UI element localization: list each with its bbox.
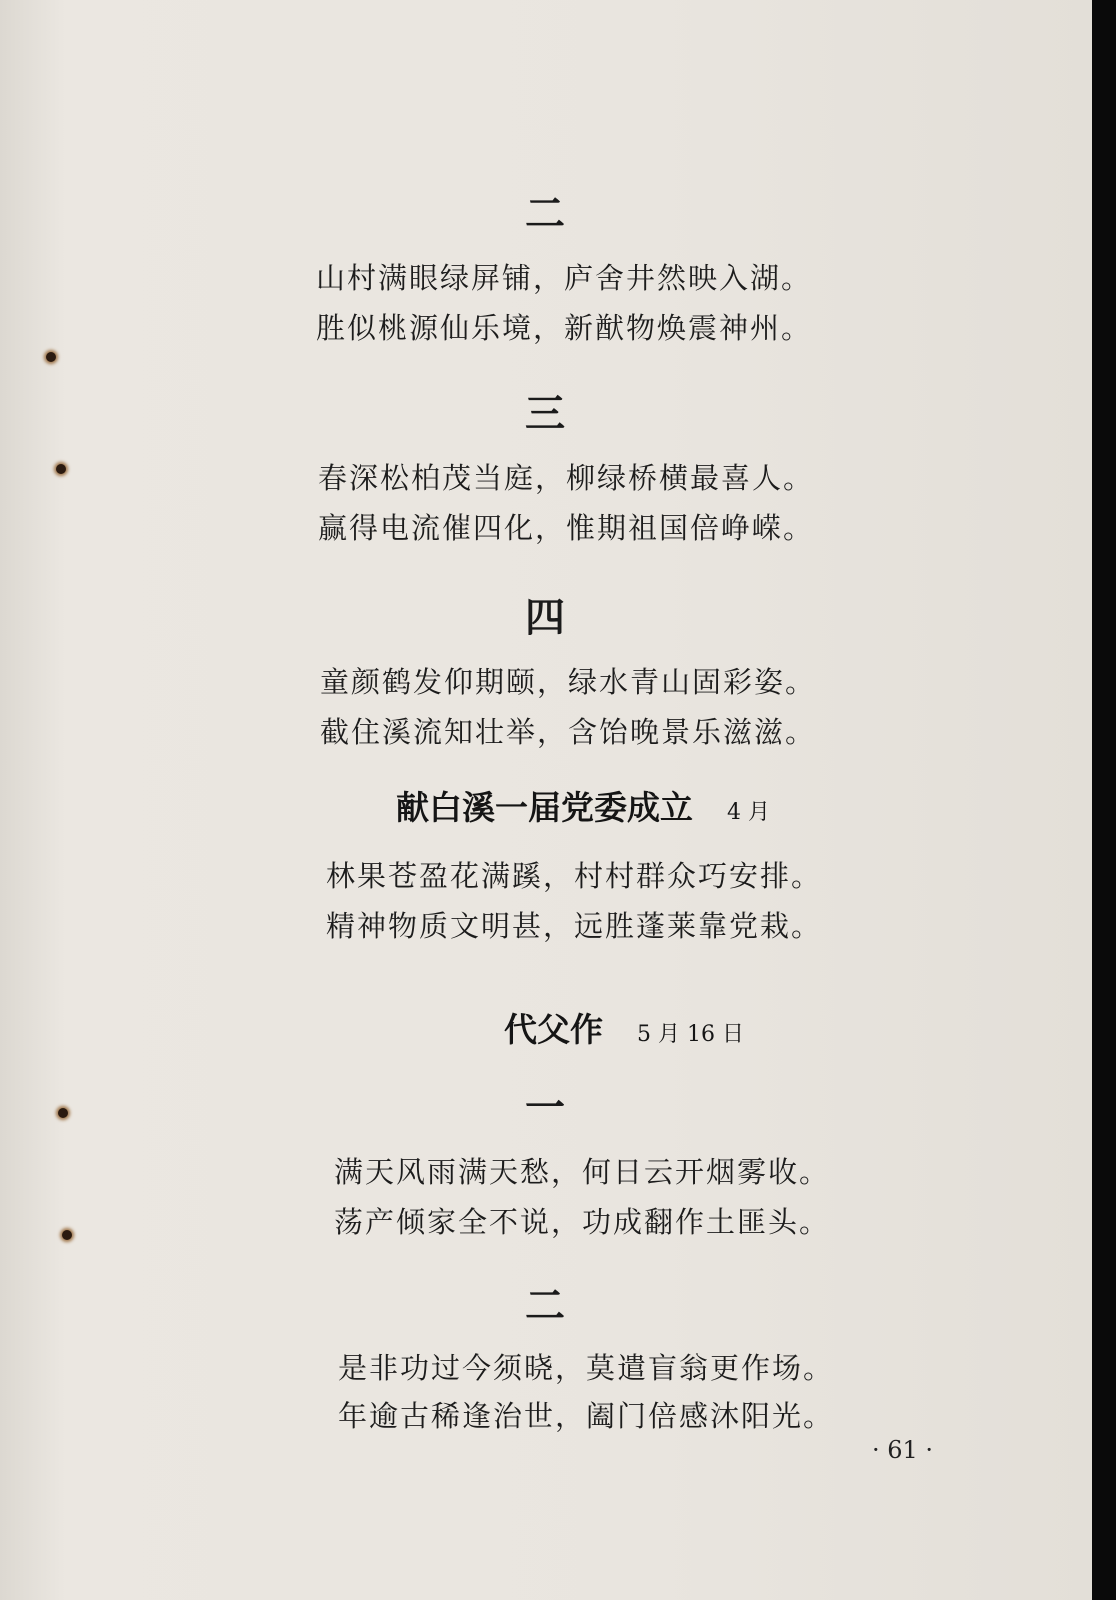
section-numeral: 三 (525, 390, 567, 437)
verse-line: 年逾古稀逢治世，阖门倍感沐阳光。 (338, 1399, 835, 1433)
scan-border (1092, 0, 1116, 1600)
verse-line: 山村满眼绿屏铺，庐舍井然映入湖。 (316, 261, 813, 295)
section-numeral: 二 (525, 190, 567, 237)
section-numeral: 二 (525, 1282, 567, 1329)
poem-title (504, 1004, 744, 1051)
verse-line: 童颜鹤发仰期颐，绿水青山固彩姿。 (320, 665, 817, 699)
binding-hole (56, 464, 66, 474)
verse-line: 春深松柏茂当庭，柳绿桥横最喜人。 (318, 461, 815, 495)
poem-title-text: 代父作 (504, 1010, 603, 1049)
verse-line: 精神物质文明甚，远胜蓬莱靠党栽。 (326, 909, 823, 943)
binding-hole (46, 352, 56, 362)
verse-line: 是非功过今须晓，莫遣盲翁更作场。 (338, 1351, 835, 1385)
section-numeral: 一 (525, 1084, 567, 1131)
poem-title-text: 献白溪一届党委成立 (396, 788, 693, 827)
verse-line: 满天风雨满天愁，何日云开烟雾收。 (334, 1155, 831, 1189)
poem-title (396, 782, 770, 829)
poem-date: 5 月 16 日 (637, 1022, 744, 1047)
verse-line: 截住溪流知壮举，含饴晚景乐滋滋。 (320, 715, 817, 749)
poem-date: 4 月 (727, 800, 770, 825)
verse-line: 林果苍盈花满蹊，村村群众巧安排。 (326, 859, 823, 893)
verse-line: 赢得电流催四化，惟期祖国倍峥嵘。 (318, 511, 815, 545)
section-numeral: 四 (525, 594, 567, 641)
page-number: · 61 · (872, 1436, 934, 1464)
verse-line: 荡产倾家全不说，功成翻作土匪头。 (334, 1205, 831, 1239)
verse-line: 胜似桃源仙乐境，新猷物焕震神州。 (316, 311, 813, 345)
binding-hole (62, 1230, 72, 1240)
